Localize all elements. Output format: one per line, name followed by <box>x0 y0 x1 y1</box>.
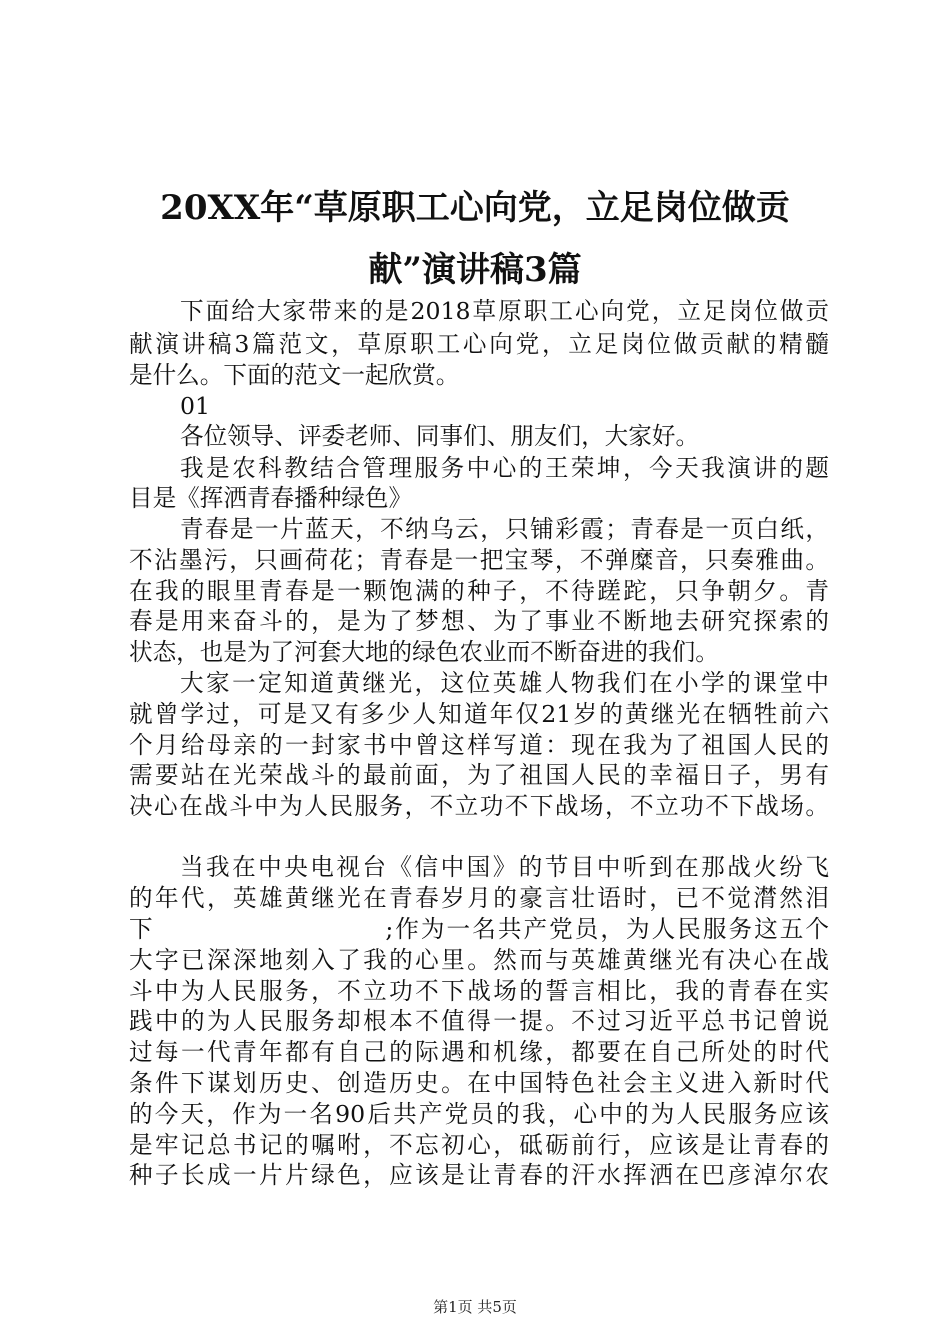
body-line: 下面给大家带来的是2018草原职工心向党，立足岗位做贡 <box>180 297 829 325</box>
body-line: 下 ;作为一名共产党员，为人民服务这五个 <box>129 915 829 943</box>
body-line: 青春是一片蓝天，不纳乌云，只铺彩霞；青春是一页白纸， <box>180 515 829 543</box>
page-footer: 第1页 共5页 <box>433 1298 517 1316</box>
body-line: 大字已深深地刻入了我的心里。然而与英雄黄继光有决心在战 <box>129 946 829 974</box>
body-line: 种子长成一片片绿色，应该是让青春的汗水挥洒在巴彦淖尔农 <box>129 1161 829 1189</box>
body-line: 目是《挥洒青春播种绿色》 <box>129 484 413 512</box>
body-line: 就曾学过，可是又有多少人知道年仅21岁的黄继光在牺牲前六 <box>129 700 829 728</box>
body-line: 各位领导、评委老师、同事们、朋友们，大家好。 <box>180 422 700 450</box>
body-line: 过每一代青年都有自己的际遇和机缘，都要在自己所处的时代 <box>129 1038 829 1066</box>
body-line: 条件下谋划历史、创造历史。在中国特色社会主义进入新时代 <box>129 1069 829 1097</box>
body-line: 是什么。下面的范文一起欣赏。 <box>129 361 460 389</box>
body-line: 大家一定知道黄继光，这位英雄人物我们在小学的课堂中 <box>180 669 829 697</box>
body-line: 个月给母亲的一封家书中曾这样写道：现在我为了祖国人民的 <box>129 731 829 759</box>
body-line: 的年代，英雄黄继光在青春岁月的豪言壮语时，已不觉潸然泪 <box>129 884 829 912</box>
body-line: 在我的眼里青春是一颗饱满的种子，不待蹉跎，只争朝夕。青 <box>129 577 829 605</box>
body-line: 需要站在光荣战斗的最前面，为了祖国人民的幸福日子，男有 <box>129 761 829 789</box>
body-line: 的今天，作为一名90后共产党员的我，心中的为人民服务应该 <box>129 1100 829 1128</box>
body-line: 决心在战斗中为人民服务，不立功不下战场，不立功不下战场。 <box>129 792 829 820</box>
body-line: 践中的为人民服务却根本不值得一提。不过习近平总书记曾说 <box>129 1007 829 1035</box>
body-line: 春是用来奋斗的，是为了梦想、为了事业不断地去研究探索的 <box>129 607 829 635</box>
body-line: 状态，也是为了河套大地的绿色农业而不断奋进的我们。 <box>129 638 719 666</box>
body-line: 不沾墨污，只画荷花；青春是一把宝琴，不弹糜音，只奏雅曲。 <box>129 546 829 574</box>
body-line: 献演讲稿3篇范文，草原职工心向党，立足岗位做贡献的精髓 <box>129 330 829 358</box>
body-line: 当我在中央电视台《信中国》的节目中听到在那战火纷飞 <box>180 853 829 881</box>
document-title-line-1: 20XX年“草原职工心向党，立足岗位做贡 <box>160 188 790 228</box>
body-line: 斗中为人民服务，不立功不下战场的誓言相比，我的青春在实 <box>129 977 829 1005</box>
body-line: 是牢记总书记的嘱咐，不忘初心，砥砺前行，应该是让青春的 <box>129 1131 829 1159</box>
body-line: 01 <box>180 392 211 420</box>
document-title-line-2: 献”演讲稿3篇 <box>368 250 582 290</box>
body-line: 我是农科教结合管理服务中心的王荣坤，今天我演讲的题 <box>180 454 829 482</box>
